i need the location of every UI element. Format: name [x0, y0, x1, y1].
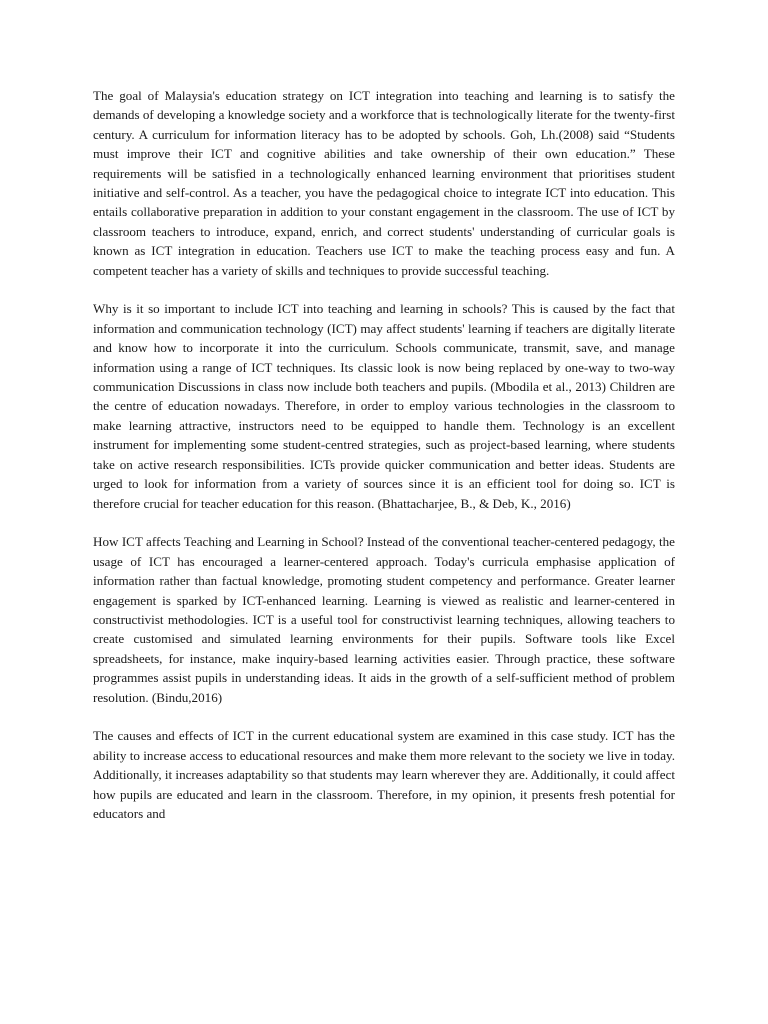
document-body: [93, 86, 675, 843]
paragraph-importance-of-ict: Why is it so important to include ICT into teaching and learning in schools? This is caused by the fact that information and communication technology (ICT) may affect students' learning if teachers are digitally literate and know how to incorporate it into the curriculum. Schools communicate, transmit, save, and manage information using a range of ICT techniques. Its classic look is now being replaced by one-way to two-way communication Discussions in class now include both teachers and pupils. (Mbodila et al., 2013) Children are the centre of education nowadays. Therefore, in order to employ various technologies in the classroom to make learning attractive, instructors need to be equipped to handle them. Technology is an excellent instrument for implementing some student-centred strategies, such as project-based learning, where students take on active research responsibilities. ICTs provide quicker communication and better ideas. Students are urged to look for information from a variety of sources since it is an efficient tool for doing so. ICT is therefore crucial for teacher education for this reason. (Bhattacharjee, B., & Deb, K., 2016): [93, 301, 675, 511]
paragraph-ict-effects-on-teaching: How ICT affects Teaching and Learning in School? Instead of the conventional teacher-centered pedagogy, the usage of ICT has encouraged a learner-centered approach. Today's curricula emphasise application of information rather than factual knowledge, promoting student competency and performance. Greater learner engagement is sparked by ICT-enhanced learning. Learning is viewed as realistic and learner-centered in constructivist methodologies. ICT is a useful tool for constructivist learning techniques, allowing teachers to create customised and simulated learning environments for their pupils. Software tools like Excel spreadsheets, for instance, make inquiry-based learning activities easier. Through practice, these software programmes assist pupils in understanding ideas. It aids in the growth of a self-sufficient method of problem resolution. (Bindu,2016): [93, 534, 675, 705]
paragraph-ict-integration-goal: The goal of Malaysia's education strategy on ICT integration into teaching and learning is to satisfy the demands of developing a knowledge society and a workforce that is technologically literate for the twenty-first century. A curriculum for information literacy has to be adopted by schools. Goh, Lh.(2008) said “Students must improve their ICT and cognitive abilities and take ownership of their own education.” These requirements will be satisfied in a technologically enhanced learning environment that prioritises student initiative and self-control. As a teacher, you have the pedagogical choice to integrate ICT into education. This entails collaborative preparation in addition to your constant engagement in the classroom. The use of ICT by classroom teachers to introduce, expand, enrich, and correct students' understanding of curricular goals is known as ICT integration in education. Teachers use ICT to make the teaching process easy and fun. A competent teacher has a variety of skills and techniques to provide successful teaching.: [93, 88, 675, 278]
paragraph-case-study-causes-effects: The causes and effects of ICT in the current educational system are examined in this case study. ICT has the ability to increase access to educational resources and make them more relevant to the society we live in today. Additionally, it increases adaptability so that students may learn wherever they are. Additionally, it could affect how pupils are educated and learn in the classroom. Therefore, in my opinion, it presents fresh potential for educators and: [93, 728, 676, 821]
